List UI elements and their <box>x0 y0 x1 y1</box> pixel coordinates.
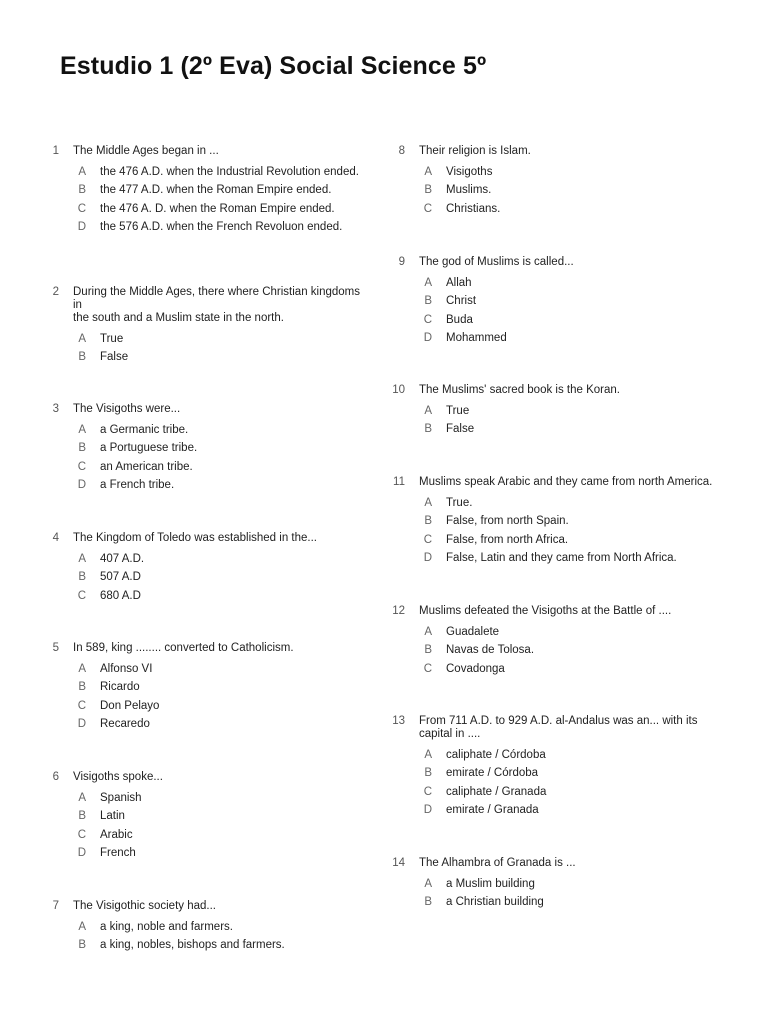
option-text: a Germanic tribe. <box>100 424 189 436</box>
question-text: Muslims defeated the Visigoths at the Battle of .... <box>419 605 672 617</box>
question-text: During the Middle Ages, there where Christian kingdoms in the south and a Muslim state in the north. <box>73 286 361 324</box>
option-letter: D <box>77 717 86 730</box>
question-3 <box>34 403 364 497</box>
option-text: a Muslim building <box>446 878 535 890</box>
option-text: Allah <box>446 277 472 289</box>
option-letter: A <box>424 749 432 761</box>
option-text: False, Latin and they came from North Africa. <box>446 551 677 564</box>
option-text: True. <box>446 497 473 509</box>
question-number: 14 <box>392 857 405 869</box>
option <box>380 878 725 891</box>
option-letter: B <box>78 442 86 455</box>
option-letter: C <box>423 785 432 798</box>
option <box>34 663 364 676</box>
option <box>380 515 725 528</box>
option-letter: B <box>78 184 86 197</box>
option-text: a king, nobles, bishops and farmers. <box>100 939 285 952</box>
option-letter: A <box>424 277 432 289</box>
option <box>34 166 364 179</box>
option <box>380 767 725 780</box>
option <box>380 786 725 799</box>
question-number: 9 <box>398 256 405 268</box>
option <box>34 461 364 474</box>
option-letter: D <box>423 803 432 816</box>
question-text: The Visigoths were... <box>73 403 181 415</box>
option-text: the 476 A. D. when the Roman Empire ended. <box>100 202 335 215</box>
option-text: True <box>446 405 470 417</box>
option-text: 680 A.D <box>100 589 141 602</box>
question-4 <box>34 532 364 608</box>
option <box>34 553 364 566</box>
option-text: True <box>100 333 124 345</box>
question-8 <box>380 145 725 221</box>
option <box>380 804 725 817</box>
option <box>34 700 364 713</box>
option <box>380 295 725 308</box>
option-text: the 476 A.D. when the Industrial Revolution ended. <box>100 166 359 178</box>
option-letter: A <box>78 333 86 345</box>
option-letter: C <box>77 828 86 841</box>
question-number: 1 <box>52 145 59 157</box>
option-text: Buda <box>446 313 473 326</box>
option-text: Navas de Tolosa. <box>446 644 535 657</box>
option-letter: D <box>77 478 86 491</box>
option <box>34 681 364 694</box>
option-text: 507 A.D <box>100 571 141 584</box>
question-9 <box>380 256 725 350</box>
option <box>34 847 364 860</box>
question-7 <box>34 900 364 958</box>
option-letter: C <box>77 202 86 215</box>
option-letter: B <box>424 295 432 308</box>
option-letter: B <box>424 184 432 197</box>
option-letter: A <box>424 626 432 638</box>
question-text: Visigoths spoke... <box>73 771 163 783</box>
option-text: a Christian building <box>446 896 544 909</box>
option-text: False <box>446 423 475 436</box>
question-text: The Visigothic society had... <box>73 900 216 912</box>
option-letter: A <box>78 921 86 933</box>
option-letter: C <box>423 313 432 326</box>
question-number: 2 <box>52 286 59 298</box>
option-text: an American tribe. <box>100 460 193 473</box>
question-number: 10 <box>392 384 405 396</box>
option <box>380 534 725 547</box>
option <box>34 590 364 603</box>
option <box>380 749 725 762</box>
option-text: Visigoths <box>446 166 493 178</box>
option-letter: B <box>78 351 86 364</box>
option-text: Christ <box>446 295 477 308</box>
question-number: 13 <box>392 715 405 727</box>
option-letter: C <box>423 533 432 546</box>
question-1 <box>34 145 364 239</box>
option-text: Mohammed <box>446 331 507 344</box>
question-6 <box>34 771 364 865</box>
option-letter: C <box>77 589 86 602</box>
option-letter: D <box>423 331 432 344</box>
option-text: Latin <box>100 810 125 823</box>
option-text: Alfonso VI <box>100 663 153 675</box>
option-letter: C <box>77 699 86 712</box>
option-letter: A <box>424 166 432 178</box>
option <box>380 663 725 676</box>
option <box>34 810 364 823</box>
option-text: a Portuguese tribe. <box>100 442 198 455</box>
question-text: The Middle Ages began in ... <box>73 145 219 157</box>
option <box>34 571 364 584</box>
option-letter: B <box>424 896 432 909</box>
option-text: Covadonga <box>446 662 505 675</box>
option <box>34 203 364 216</box>
question-text: The Muslims' sacred book is the Koran. <box>419 384 620 396</box>
option <box>34 221 364 234</box>
option-text: emirate / Córdoba <box>446 767 539 780</box>
option-letter: A <box>78 553 86 565</box>
question-2 <box>34 286 364 370</box>
question-13 <box>380 715 725 822</box>
option <box>34 184 364 197</box>
question-text: In 589, king ........ converted to Catholicism. <box>73 642 294 654</box>
option-letter: B <box>78 939 86 952</box>
option-letter: A <box>424 405 432 417</box>
question-number: 12 <box>392 605 405 617</box>
question-text: Muslims speak Arabic and they came from north America. <box>419 476 713 488</box>
option-text: a king, noble and farmers. <box>100 921 233 933</box>
question-12 <box>380 605 725 681</box>
option <box>34 921 364 934</box>
question-number: 8 <box>398 145 405 157</box>
option-letter: B <box>78 810 86 823</box>
option <box>34 479 364 492</box>
option-text: Ricardo <box>100 681 140 694</box>
option <box>34 792 364 805</box>
option-text: Christians. <box>446 202 501 215</box>
option-text: the 576 A.D. when the French Revoluon ended. <box>100 220 343 233</box>
option-text: French <box>100 846 136 859</box>
option-text: Don Pelayo <box>100 699 160 712</box>
question-14 <box>380 857 725 915</box>
question-number: 11 <box>393 476 405 488</box>
option-letter: C <box>77 460 86 473</box>
option-letter: A <box>78 424 86 436</box>
option-letter: D <box>77 846 86 859</box>
option-text: 407 A.D. <box>100 553 145 565</box>
question-number: 4 <box>52 532 59 544</box>
option-letter: A <box>78 663 86 675</box>
option-letter: A <box>78 166 86 178</box>
option-letter: A <box>78 792 86 804</box>
option <box>380 552 725 565</box>
option <box>380 203 725 216</box>
option-letter: B <box>424 423 432 436</box>
option <box>34 718 364 731</box>
option <box>34 424 364 437</box>
option <box>34 351 364 364</box>
question-text: The Alhambra of Granada is ... <box>419 857 576 869</box>
option <box>34 829 364 842</box>
question-text: The god of Muslims is called... <box>419 256 574 268</box>
option-letter: B <box>424 515 432 528</box>
option <box>380 497 725 510</box>
option <box>380 896 725 909</box>
page-title: Estudio 1 (2º Eva) Social Science 5º <box>60 52 487 80</box>
option-letter: A <box>424 497 432 509</box>
option-letter: B <box>78 681 86 694</box>
question-text: Their religion is Islam. <box>419 145 531 157</box>
option-letter: A <box>424 878 432 890</box>
option <box>380 626 725 639</box>
question-11 <box>380 476 725 570</box>
question-number: 7 <box>52 900 59 912</box>
option-text: Spanish <box>100 792 142 804</box>
option-letter: B <box>78 571 86 584</box>
question-number: 5 <box>52 642 59 654</box>
option-letter: C <box>423 202 432 215</box>
option-text: False, from north Spain. <box>446 515 569 528</box>
question-10 <box>380 384 725 442</box>
option <box>380 184 725 197</box>
option-text: Recaredo <box>100 717 150 730</box>
option-letter: B <box>424 767 432 780</box>
option-text: a French tribe. <box>100 478 175 491</box>
option-text: Arabic <box>100 828 133 841</box>
option-text: False <box>100 351 129 364</box>
option <box>34 333 364 346</box>
option-text: Muslims. <box>446 184 492 197</box>
option-text: False, from north Africa. <box>446 533 569 546</box>
option-text: Guadalete <box>446 626 500 638</box>
option <box>380 644 725 657</box>
option-letter: D <box>423 551 432 564</box>
option-text: caliphate / Córdoba <box>446 749 546 761</box>
option <box>380 405 725 418</box>
option <box>380 314 725 327</box>
option-text: emirate / Granada <box>446 803 539 816</box>
question-number: 6 <box>52 771 59 783</box>
option <box>380 277 725 290</box>
option-letter: B <box>424 644 432 657</box>
question-text: From 711 A.D. to 929 A.D. al-Andalus was an... with its capital in .... <box>419 715 698 740</box>
question-number: 3 <box>52 403 59 415</box>
question-5 <box>34 642 364 736</box>
question-text: The Kingdom of Toledo was established in the... <box>73 532 317 544</box>
option <box>34 442 364 455</box>
option <box>34 939 364 952</box>
option-letter: D <box>77 220 86 233</box>
option-text: caliphate / Granada <box>446 785 547 798</box>
option-letter: C <box>423 662 432 675</box>
option <box>380 166 725 179</box>
option-text: the 477 A.D. when the Roman Empire ended. <box>100 184 332 197</box>
option <box>380 423 725 436</box>
option <box>380 332 725 345</box>
